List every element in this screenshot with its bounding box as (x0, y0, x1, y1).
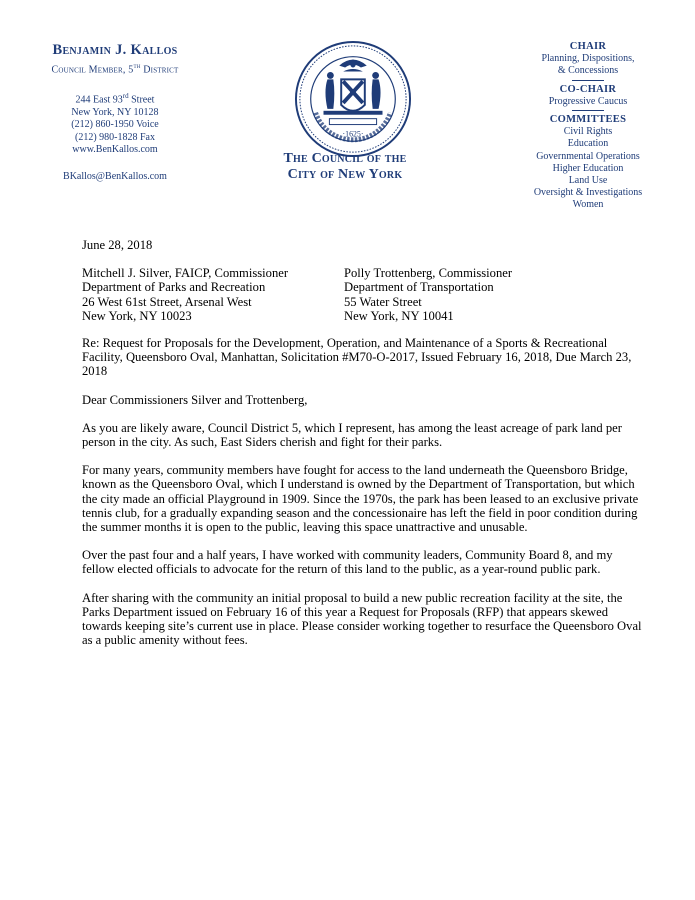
paragraph: For many years, community members have fought for access to the land underneath the Queensboro Bridge, known as the Queensboro Oval, which I understand is owned by the Department of Transportation, but which the city made an official Playground in 1909. Since the 1970s, the park has been leased to an exclusive private tennis club, for a gradually expanding season and the concessionaire has left the field in poor condition during the summer months it is open to the public, leaving this space unattractive and unusable. (82, 463, 639, 535)
recipient-silver (82, 266, 344, 323)
cochair-item: Progressive Caucus (548, 95, 628, 107)
committee-item: Oversight & Investigations (533, 187, 643, 199)
committee-item: Land Use (568, 175, 608, 187)
recipient-line: 26 West 61st Street, Arsenal West (82, 294, 252, 309)
recipient-line: New York, NY 10041 (344, 308, 454, 323)
committee-item: Civil Rights (563, 126, 613, 138)
divider (572, 80, 604, 81)
address-block (20, 90, 210, 156)
council-name-line1: The Council of the (283, 151, 407, 166)
paragraph: As you are likely aware, Council District 5, which I represent, has among the least acreage of park land per person in the city. As such, East Siders cherish and fight for their parks. (82, 420, 622, 450)
chair-item: Planning, Dispositions, (541, 53, 635, 65)
divider (572, 110, 604, 111)
seal-year: ·1625· (342, 129, 364, 139)
re-line: Re: Request for Proposals for the Development, Operation, and Maintenance of a Sports & Recreational Facility, Queensboro Oval, Manhattan, Solicitation #M70-O-2017, Issued February 16, 2018, Due March 23, 2018 (82, 336, 632, 379)
committee-item: Governmental Operations (536, 150, 640, 162)
website: www.BenKallos.com (72, 144, 158, 156)
recipient-line: Mitchell J. Silver, FAICP, Commissioner (82, 266, 289, 281)
committee-item: Women (572, 199, 604, 211)
roles-column (500, 41, 676, 212)
fax-number: (212) 980-1828 Fax (75, 131, 155, 143)
paragraph: After sharing with the community an initial proposal to build a new public recreation facility at the site, the Parks Department issued on February 16 of this year a Request for Proposals (RFP) that appears skewed towards keeping site’s current use in place. Please consider working together to resurface the Queensboro Oval as a public amenity without fees. (82, 590, 642, 648)
chair-item: & Concessions (557, 65, 619, 77)
committee-item: Education (567, 138, 609, 150)
council-name-line2: City of New York (287, 167, 403, 182)
salutation: Dear Commissioners Silver and Trottenberg, (82, 392, 308, 407)
recipient-line: 55 Water Street (344, 294, 422, 309)
voice-phone: (212) 860-1950 Voice (71, 119, 159, 131)
recipients (82, 266, 642, 323)
recipient-line: Polly Trottenberg, Commissioner (344, 266, 513, 281)
committee-item: Higher Education (552, 162, 624, 174)
chair-heading: CHAIR (569, 41, 607, 52)
letterhead-left (20, 42, 210, 193)
street-address: 244 East 93rd Street (75, 92, 155, 106)
committees-heading: COMMITTEES (549, 114, 627, 126)
letter-body (82, 238, 642, 661)
city-line: New York, NY 10128 (71, 107, 159, 119)
letter-date: June 28, 2018 (82, 238, 153, 252)
member-title: Council Member, 5th District (51, 62, 179, 76)
city-seal-icon (294, 40, 412, 158)
member-name: Benjamin J. Kallos (52, 42, 178, 58)
council-name (250, 151, 440, 183)
email-address: BKallos@BenKallos.com (63, 170, 167, 182)
paragraph: Over the past four and a half years, I have worked with community leaders, Community Board 8, and my fellow elected officials to advocate for the return of this land to the public, as a year-round public park. (82, 548, 613, 577)
recipient-line: New York, NY 10023 (82, 308, 192, 323)
cochair-heading: CO-CHAIR (559, 83, 617, 95)
recipient-line: Department of Transportation (344, 280, 494, 295)
recipient-line: Department of Parks and Recreation (82, 280, 266, 295)
recipient-trottenberg (344, 266, 606, 323)
